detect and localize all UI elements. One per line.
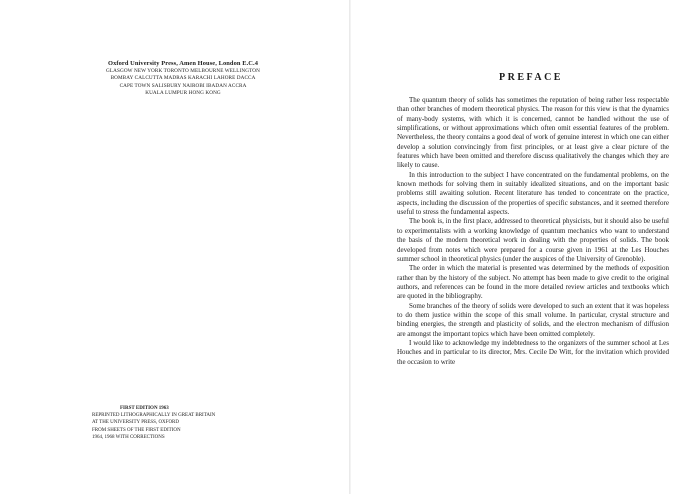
preface-paragraph: Some branches of the theory of solids were developed to such an extent that it was hopeless to do them justice within the scope of this small volume. In particular, crystal structure and binding energies, the strength and plasticity of solids, and the electron mechanism of diffusion are amongst the important topics which have been omitted completely. (397, 301, 669, 338)
preface-page (351, 0, 700, 494)
imprint-line: Oxford University Press, Amen House, London E.C.4 (108, 60, 258, 67)
imprint-line: CAPE TOWN SALISBURY NAIROBI IBADAN ACCRA (119, 82, 247, 89)
preface-paragraph: In this introduction to the subject I have concentrated on the fundamental problems, on the known methods for solving them in suitably idealized situations, and on the important basic problems still awaiting solution. Recent literature has tended to concentrate on the practice, aspects, including the discussion of the properties of specific substances, and it seemed therefore useful to stress the fundamental aspects. (397, 170, 669, 217)
edition-line: AT THE UNIVERSITY PRESS, OXFORD (92, 420, 180, 426)
imprint-line: GLASGOW NEW YORK TORONTO MELBOURNE WELLINGTON (106, 67, 260, 74)
preface-paragraph: The book is, in the first place, addressed to theoretical physicists, but it should also be useful to experimentalists with a working knowledge of quantum mechanics who want to understand the basis of the modern theoretical work in dealing with the properties of solids. The book developed from notes which were prepared for a course given in 1961 at the Les Houches summer school in theoretical physics (under the auspices of the University of Grenoble). (397, 217, 669, 263)
imprint-line: BOMBAY CALCUTTA MADRAS KARACHI LAHORE DACCA (110, 75, 256, 82)
edition-line: FROM SHEETS OF THE FIRST EDITION (92, 427, 181, 433)
edition-line: FIRST EDITION 1963 (120, 406, 169, 411)
preface-heading: PREFACE (499, 72, 563, 83)
edition-line: REPRINTED LITHOGRAPHICALLY IN GREAT BRITAIN (92, 413, 216, 419)
preface-paragraph: I would like to acknowledge my indebtedness to the organizers of the summer school at Les Houches and in particular to its director, Mrs. Cecile De Witt, for the invitation which provided the occasion to write (397, 338, 669, 366)
preface-paragraph: The order in which the material is presented was determined by the methods of exposition rather than by the history of the subject. No attempt has been made to give credit to the original authors, and references can be found in the more detailed review articles and textbooks which are quoted in the bibliography. (397, 264, 669, 301)
preface-body (397, 96, 669, 367)
publisher-imprint (68, 60, 298, 98)
edition-line: 1964, 1968 WITH CORRECTIONS (92, 434, 165, 440)
copyright-page (0, 0, 349, 494)
imprint-line: KUALA LUMPUR HONG KONG (145, 90, 221, 97)
edition-notice (92, 405, 272, 441)
preface-paragraph: The quantum theory of solids has sometimes the reputation of being rather less respectable than other branches of modern theoretical physics. The reason for this view is that the dynamics of many-body systems, with which it is concerned, cannot be handled without the use of simplifications, or without approximations which often omit essential features of the problem. Nevertheless, the theory contains a good deal of work of genuine interest in which one can either develop a solution convincingly from first principles, or at least give a clear picture of the features which have been omitted and therefore discuss qualitatively the changes which they are likely to cause. (397, 96, 669, 170)
